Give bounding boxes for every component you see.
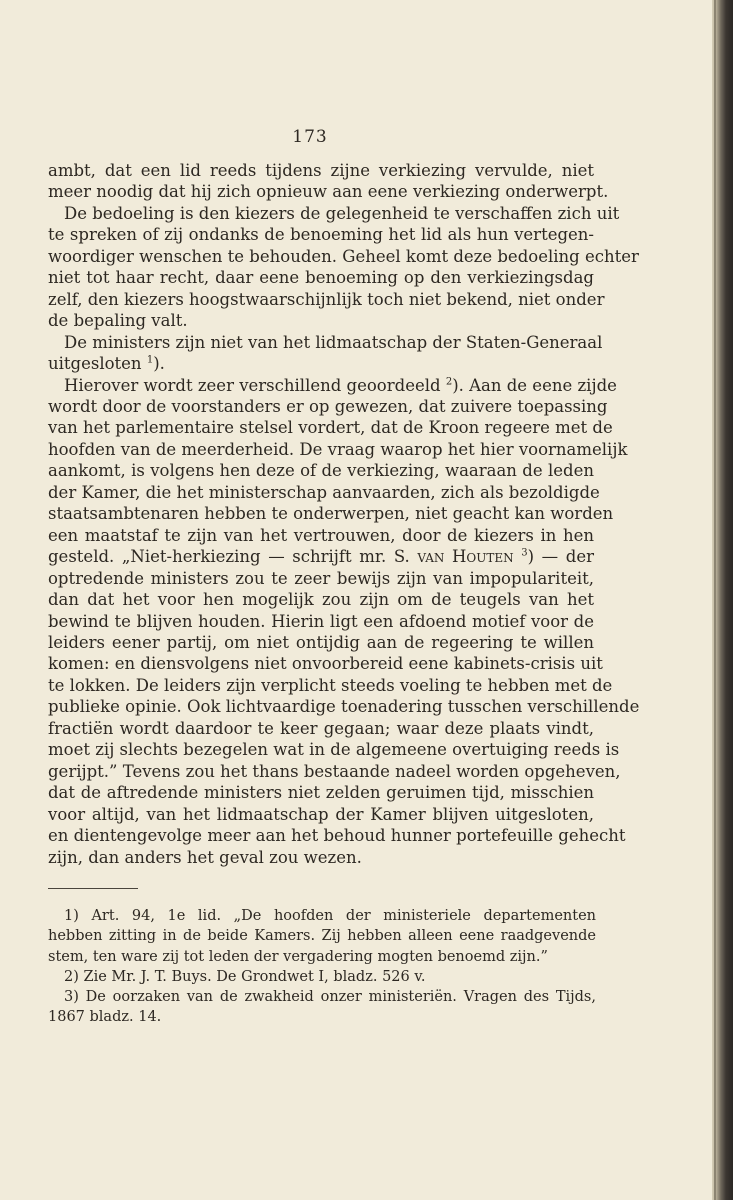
text-line (48, 375, 617, 396)
page-edge-line (714, 0, 716, 1200)
text-line: te spreken of zij ondanks de benoeming het lid als hun vertegen- (48, 225, 594, 245)
footnote-line: 2) Zie Mr. J. T. Buys. De Grondwet I, bladz. 526 v. (64, 968, 426, 985)
text-line: gerijpt.” Tevens zou het thans bestaande nadeel worden opgeheven, (48, 761, 621, 781)
text-fragment: ) — der (527, 547, 594, 567)
text-line: aankomt, is volgens hen deze of de verkiezing, waaraan de leden (48, 461, 594, 481)
footnote-ref-1: 1 (146, 354, 154, 366)
footnote-line: stem, ten ware zij tot leden der vergadering mogten benoemd zijn.” (48, 948, 548, 965)
footnote-line: hebben zitting in de beide Kamers. Zij hebben alleen eene raadgevende (48, 928, 596, 945)
text-line: van het parlementaire stelsel vordert, dat de Kroon regeere met de (48, 418, 613, 438)
page-number: 173 (292, 127, 328, 147)
text-fragment: Hierover wordt zeer verschillend geoordeeld (64, 375, 441, 395)
footnotes (48, 906, 596, 1028)
text-fragment: ). (153, 354, 165, 374)
text-line: zijn, dan anders het geval zou wezen. (48, 847, 362, 867)
text-line: zelf, den kiezers hoogstwaarschijnlijk toch niet bekend, niet onder (48, 289, 605, 309)
text-line (48, 546, 594, 567)
footnote-line: 3) De oorzaken van de zwakheid onzer ministeriën. Vragen des Tijds, (64, 989, 596, 1006)
text-line: publieke opinie. Ook lichtvaardige toenadering tusschen verschillende (48, 697, 640, 717)
text-line: komen: en diensvolgens niet onvoorbereid eene kabinets-crisis uit (48, 654, 603, 674)
text-line: dan dat het voor hen mogelijk zou zijn om de teugels van het (48, 590, 594, 610)
text-line: wordt door de voorstanders er op gewezen, dat zuivere toepassing (48, 396, 608, 416)
text-fragment: gesteld. „Niet-herkiezing — schrijft mr. S. (48, 547, 410, 567)
footnote-ref-2: 2 (445, 376, 453, 388)
text-line: staatsambtenaren hebben te onderwerpen, niet geacht kan worden (48, 504, 614, 524)
text-line: meer noodig dat hij zich opnieuw aan eene verkiezing onderwerpt. (48, 182, 609, 202)
text-line (48, 353, 594, 374)
text-line: ambt, dat een lid reeds tijdens zijne verkiezing vervulde, niet (48, 161, 594, 180)
text-line: voor altijd, van het lidmaatschap der Kamer blijven uitgesloten, (48, 804, 594, 824)
text-line: De bedoeling is den kiezers de gelegenheid te verschaffen zich uit (64, 203, 620, 223)
text-line: te lokken. De leiders zijn verplicht steeds voeling te hebben met de (48, 675, 613, 695)
text-line: en dientengevolge meer aan het behoud hunner portefeuille gehecht (48, 826, 626, 846)
author-name: van Houten (417, 547, 514, 567)
text-line: leiders eener partij, om niet ontijdig aan de regeering te willen (48, 632, 594, 652)
text-line: moet zij slechts bezegelen wat in de algemeene overtuiging reeds is (48, 740, 620, 760)
text-fragment: uitgesloten (48, 354, 142, 374)
text-line: niet tot haar recht, daar eene benoeming op den verkiezingsdag (48, 268, 594, 288)
text-line: de bepaling valt. (48, 311, 188, 331)
text-line: optredende ministers zou te zeer bewijs zijn van impopulariteit, (48, 568, 594, 588)
body-text (48, 160, 640, 868)
text-fragment: ). Aan de eene zijde (452, 375, 617, 395)
text-line: een maatstaf te zijn van het vertrouwen, door de kiezers in hen (48, 525, 594, 545)
text-line: der Kamer, die het ministerschap aanvaarden, zich als bezoldigde (48, 482, 600, 502)
footnote-line: 1867 bladz. 14. (48, 1009, 162, 1026)
text-line: dat de aftredende ministers niet zelden geruimen tijd, misschien (48, 783, 594, 803)
text-line: woordiger wenschen te behouden. Geheel komt deze bedoeling echter (48, 246, 639, 266)
footnote-divider (48, 888, 138, 889)
text-line: hoofden van de meerderheid. De vraag waarop het hier voornamelijk (48, 439, 628, 459)
footnote-line: 1) Art. 94, 1e lid. „De hoofden der ministeriele departementen (64, 908, 596, 924)
footnote-ref-3: 3 (521, 547, 528, 559)
text-line: fractiën wordt daardoor te keer gegaan; waar deze plaats vindt, (48, 718, 594, 738)
text-line: De ministers zijn niet van het lidmaatschap der Staten-Generaal (64, 332, 603, 352)
text-line: bewind te blijven houden. Hierin ligt een afdoend motief voor de (48, 611, 594, 631)
